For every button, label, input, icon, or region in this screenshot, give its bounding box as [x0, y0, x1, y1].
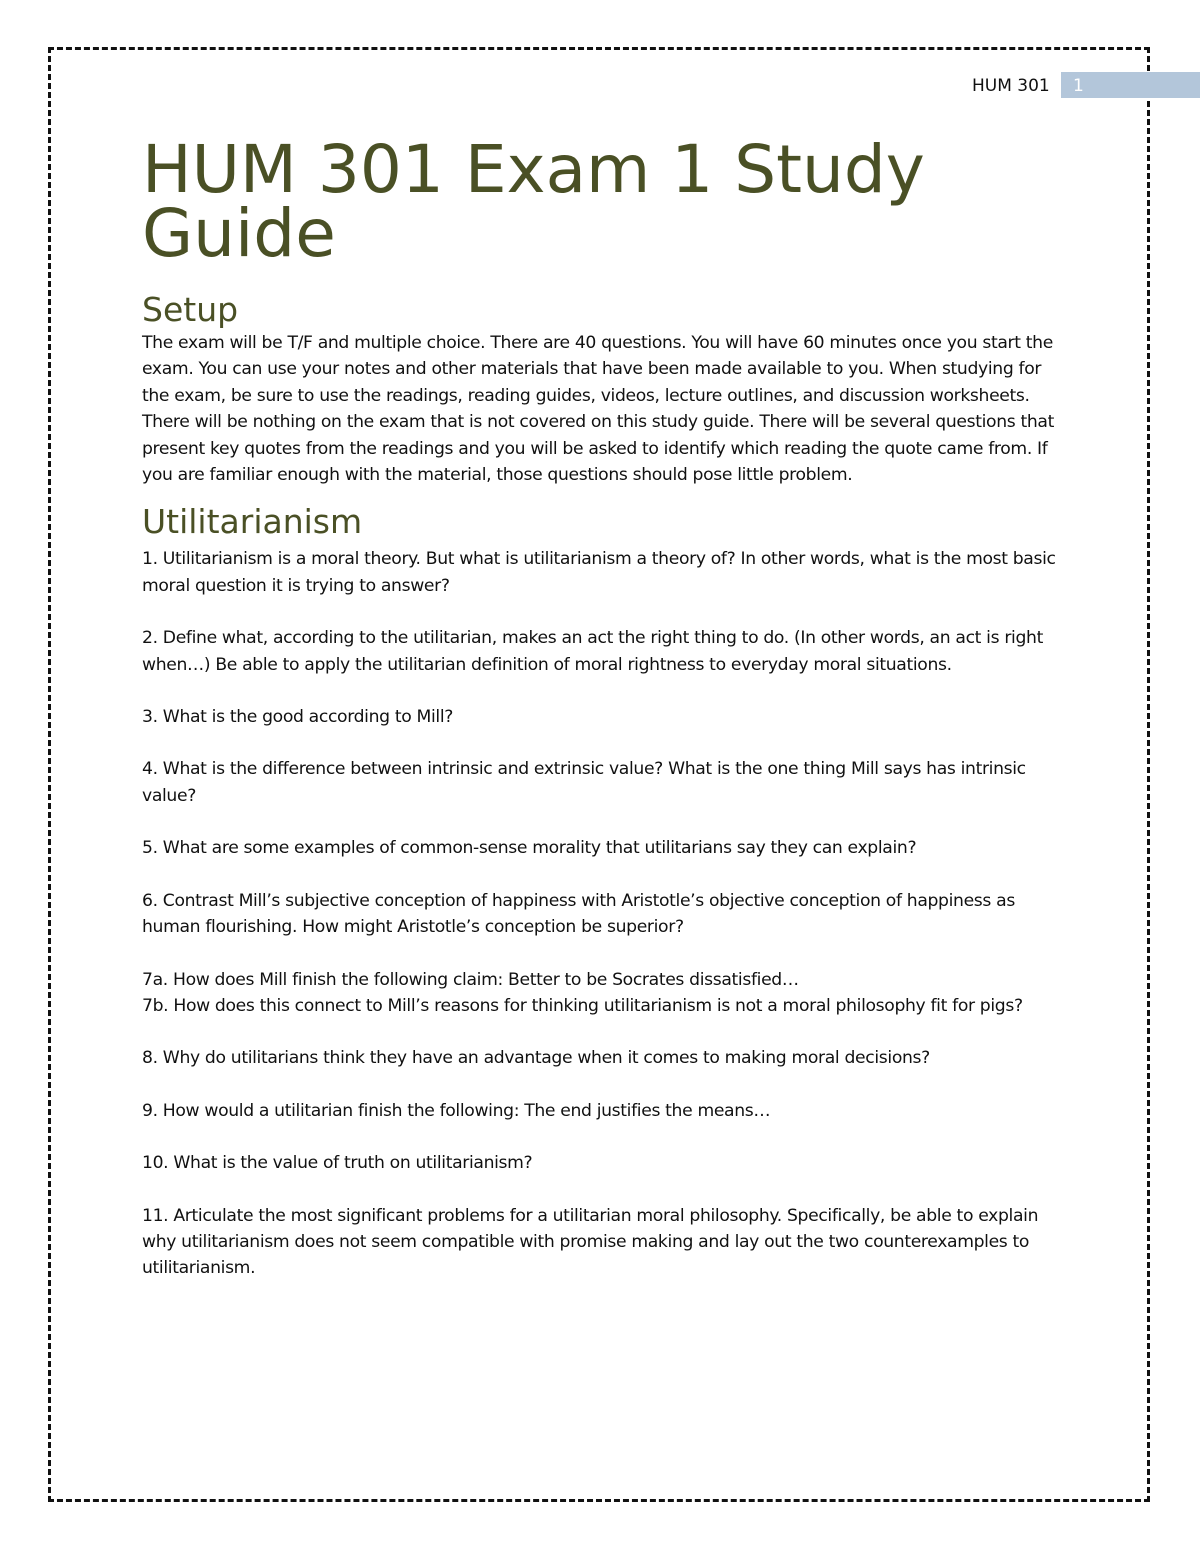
question-7b: 7b. How does this connect to Mill’s reasons for thinking utilitarianism is not a moral philosophy fit for pigs?: [142, 995, 1023, 1016]
setup-paragraph: The exam will be T/F and multiple choice. There are 40 questions. You will have 60 minutes once you start the exam. You can use your notes and other materials that have been made available to you. When studying for the exam, be sure to use the readings, reading guides, videos, lecture outlines, and discussion worksheets. There will be nothing on the exam that is not covered on this study guide. There will be several questions that present key quotes from the readings and you will be asked to identify which reading the quote came from. If you are familiar enough with the material, those questions should pose little problem.: [142, 333, 1054, 486]
question-3: 3. What is the good according to Mill?: [142, 707, 454, 728]
question-10: 10. What is the value of truth on utilitarianism?: [142, 1153, 533, 1174]
question-11: 11. Articulate the most significant problems for a utilitarian moral philosophy. Specifically, be able to explain why utilitarianism does not seem compatible with promise making and lay out the two counterexamples to utilitarianism.: [142, 1205, 1039, 1279]
question-7a: 7a. How does Mill finish the following claim: Better to be Socrates dissatisfied…: [142, 969, 799, 990]
question-8: 8. Why do utilitarians think they have an advantage when it comes to making moral decisions?: [142, 1048, 930, 1069]
question-9: 9. How would a utilitarian finish the following: The end justifies the means…: [142, 1100, 771, 1121]
document-body: [142, 131, 1067, 1282]
question-4: 4. What is the difference between intrinsic and extrinsic value? What is the one thing Mill says has intrinsic value?: [142, 759, 1026, 806]
page-number-box: [1061, 72, 1200, 98]
question-1: 1. Utilitarianism is a moral theory. But what is utilitarianism a theory of? In other words, what is the most basic moral question it is trying to answer?: [142, 549, 1056, 596]
header-course-label: HUM 301: [972, 76, 1050, 96]
question-6: 6. Contrast Mill’s subjective conception of happiness with Aristotle’s objective conception of happiness as human flourishing. How might Aristotle’s conception be superior?: [142, 890, 1015, 938]
document-title: HUM 301 Exam 1 Study Guide: [142, 131, 925, 272]
utilitarianism-heading: Utilitarianism: [142, 502, 363, 542]
setup-heading: Setup: [142, 290, 239, 329]
question-5: 5. What are some examples of common-sense morality that utilitarians say they can explain?: [142, 838, 917, 859]
question-2: 2. Define what, according to the utilitarian, makes an act the right thing to do. (In other words, an act is right when…) Be able to apply the utilitarian definition of moral rightness to everyday moral situations.: [142, 628, 1043, 675]
page-number: 1: [1073, 76, 1084, 96]
